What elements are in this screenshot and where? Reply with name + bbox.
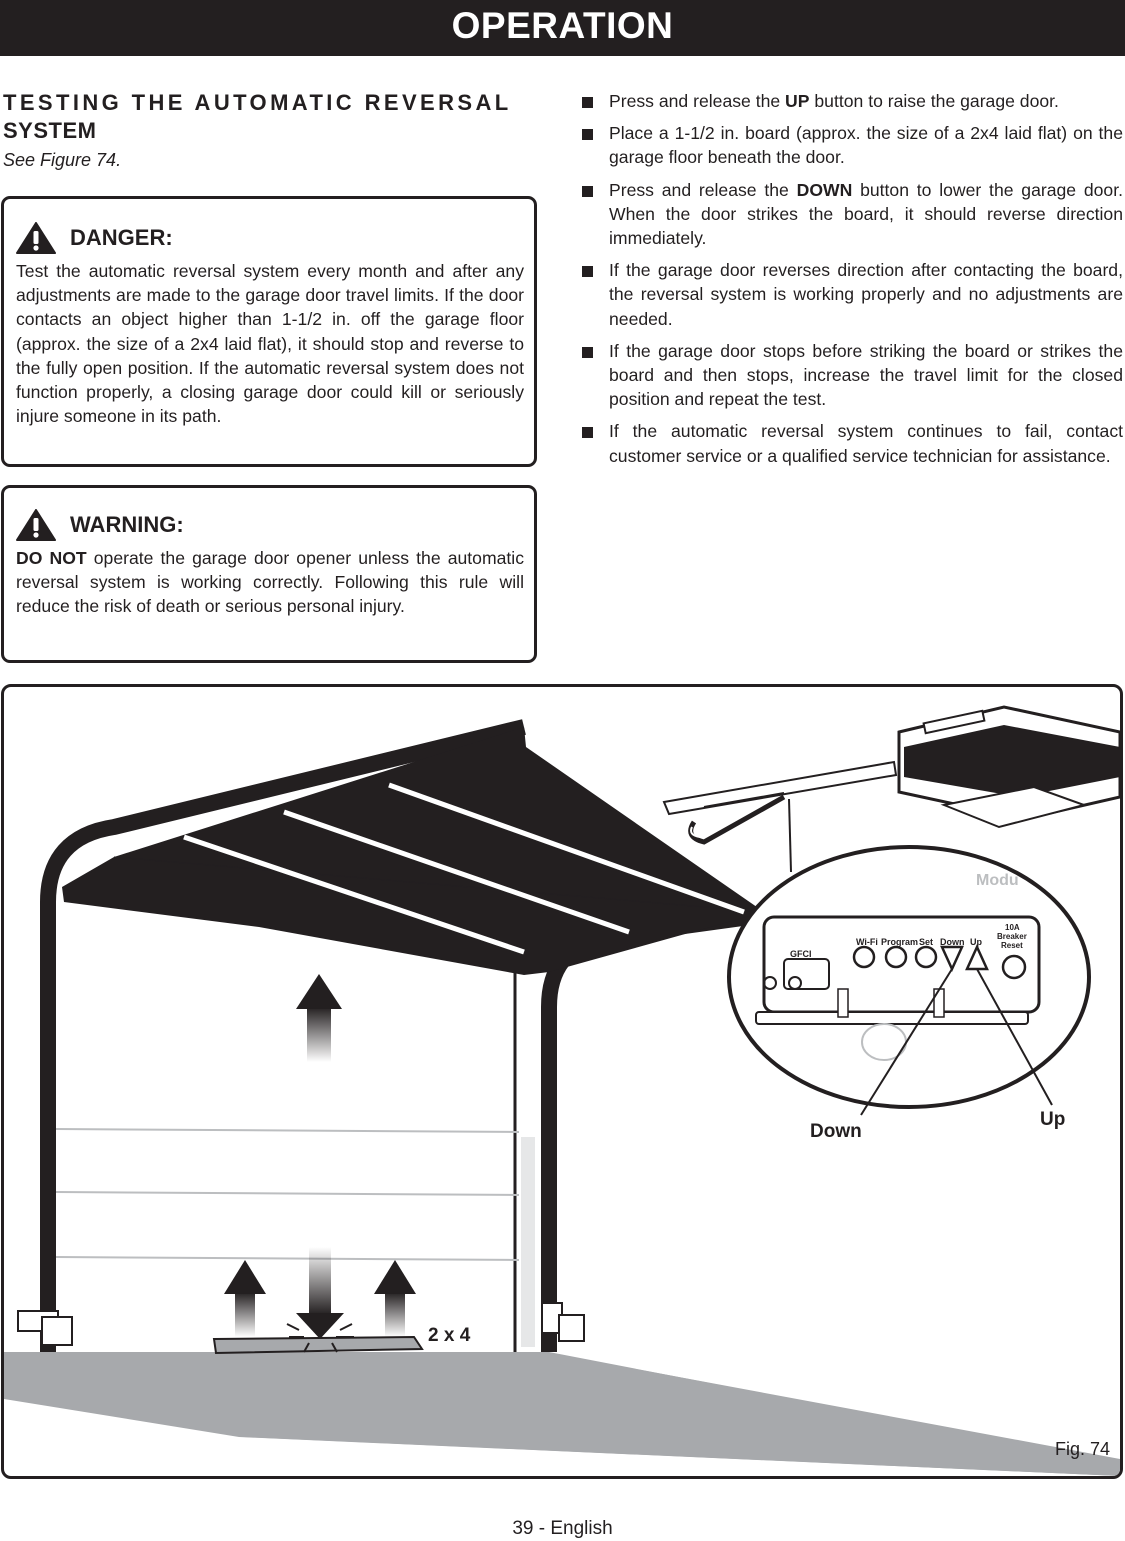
danger-box xyxy=(1,196,537,467)
warning-text xyxy=(16,546,524,619)
bullet-square-icon xyxy=(582,186,593,197)
garage-door-opener-unit xyxy=(899,707,1120,827)
panel-breaker-amps: 10A xyxy=(1005,923,1020,932)
panel-breaker-label: Breaker xyxy=(997,932,1027,941)
door-up-arrow xyxy=(296,974,342,1062)
test-steps-list xyxy=(582,89,1123,476)
warning-title-row xyxy=(16,510,524,540)
left-door-bracket xyxy=(18,1311,72,1345)
panel-set-label: Set xyxy=(919,937,934,947)
panel-up-label: Up xyxy=(970,937,982,947)
up-callout-label: Up xyxy=(1040,1109,1066,1130)
figure-caption: Fig. 74 xyxy=(1054,1439,1110,1459)
panel-gfci-label: GFCI xyxy=(790,949,812,959)
warning-body: operate the garage door opener unless the automatic reversal system is working correctly. Following this rule will reduce the risk of death or serious personal injury. xyxy=(16,548,524,617)
bullet-square-icon xyxy=(582,97,593,108)
list-item: If the garage door stops before striking the board or strikes the board and then stops, increase the travel limit for the closed position and repeat the test. xyxy=(582,339,1123,412)
warning-title: WARNING: xyxy=(70,512,184,537)
bullet-square-icon xyxy=(582,427,593,438)
panel-brand: Modu xyxy=(976,872,1019,889)
danger-title-row xyxy=(16,223,524,253)
section-heading xyxy=(3,89,543,145)
warning-box xyxy=(1,485,537,663)
section-heading-line2: SYSTEM xyxy=(3,118,97,143)
garage-door-illustration xyxy=(4,687,1120,1476)
board-label: 2 x 4 xyxy=(428,1325,471,1346)
bullet-square-icon xyxy=(582,129,593,140)
raised-door-panel xyxy=(62,727,764,975)
panel-down-label: Down xyxy=(940,937,965,947)
down-callout-label: Down xyxy=(810,1121,862,1142)
page-footer: 39 - English xyxy=(512,1518,613,1539)
figure-74 xyxy=(1,684,1123,1479)
two-by-four-board xyxy=(214,1337,422,1353)
list-item: If the automatic reversal system continues to fail, contact customer service or a qualified service technician for assistance. xyxy=(582,419,1123,467)
list-item: If the garage door reverses direction after contacting the board, the reversal system is working properly and no adjustments are needed. xyxy=(582,258,1123,331)
figure-reference: See Figure 74. xyxy=(3,150,122,170)
danger-text: Test the automatic reversal system every month and after any adjustments are made to the garage door travel limits. If the door contacts an object higher than 1-1/2 in. off the garage floor (approx. the size of a 2x4 laid flat), it should stop and reverse to the fully open position. If the automatic reversal system does not function properly, a closing garage door could kill or seriously injure someone in its path. xyxy=(16,261,524,427)
reverse-up-arrow-left xyxy=(224,1260,266,1337)
panel-reset-label: Reset xyxy=(1001,941,1023,950)
bullet-square-icon xyxy=(582,266,593,277)
bullet-square-icon xyxy=(582,347,593,358)
warning-triangle-icon xyxy=(16,509,56,541)
list-item: Press and release the DOWN button to lower the garage door. When the door strikes the board, it should reverse direction immediately. xyxy=(582,178,1123,251)
section-heading-line1: TESTING THE AUTOMATIC REVERSAL xyxy=(3,90,512,115)
door-down-arrow xyxy=(296,1247,344,1339)
page-header: OPERATION xyxy=(0,0,1125,56)
list-item: Press and release the UP button to raise the garage door. xyxy=(582,89,1123,113)
panel-program-label: Program xyxy=(881,937,919,947)
list-item: Place a 1-1/2 in. board (approx. the size of a 2x4 laid flat) on the garage floor beneath the door. xyxy=(582,121,1123,169)
opener-rail xyxy=(664,762,896,814)
warning-emphasis: DO NOT xyxy=(16,548,87,568)
panel-wifi-label: Wi-Fi xyxy=(856,937,878,947)
danger-title: DANGER: xyxy=(70,225,173,250)
warning-triangle-icon xyxy=(16,222,56,254)
reverse-up-arrow-right xyxy=(374,1260,416,1337)
